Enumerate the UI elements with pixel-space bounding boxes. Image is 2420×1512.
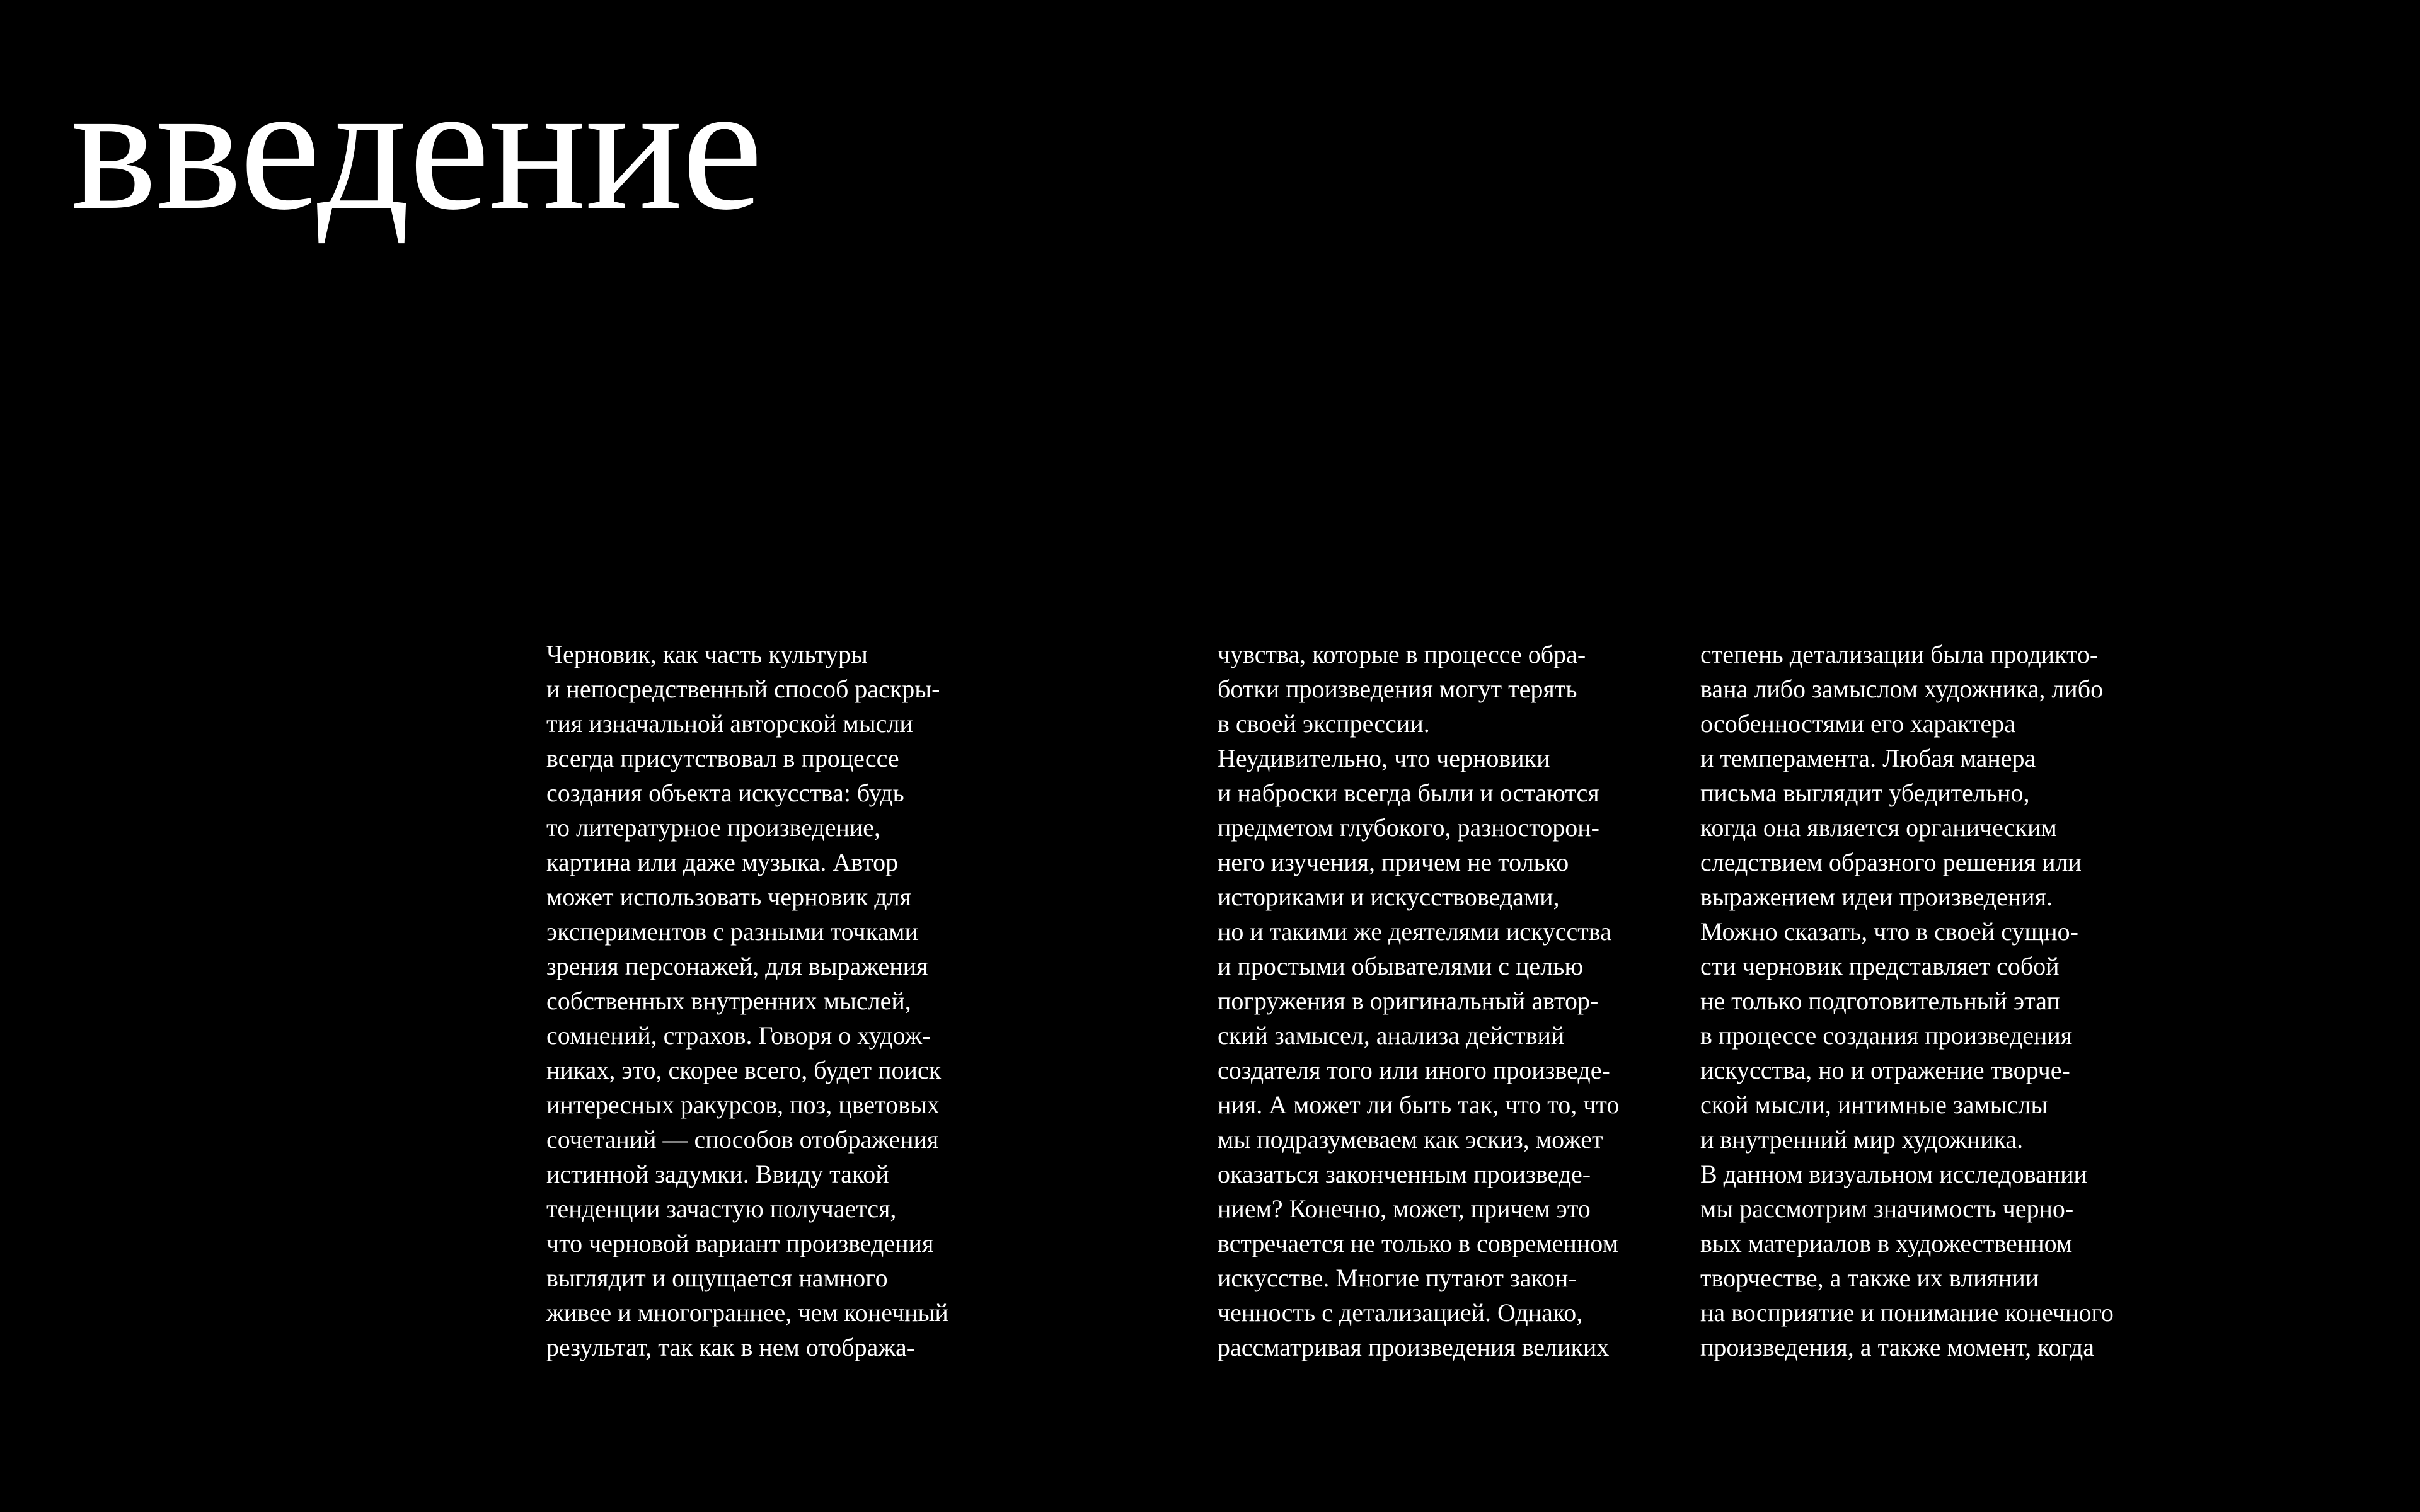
text-line: нием? Конечно, может, причем это (1218, 1194, 1591, 1223)
text-line: вана либо замыслом художника, либо (1700, 675, 2104, 703)
text-line: истинной задумки. Ввиду такой (546, 1160, 889, 1188)
text-line: письма выглядит убедительно, (1700, 779, 2030, 807)
text-line: чувства, которые в процессе обра- (1218, 640, 1586, 668)
text-line: всегда присутствовал в процессе (546, 744, 899, 772)
text-line: создателя того или иного произведе- (1218, 1056, 1610, 1084)
text-line: следствием образного решения или (1700, 848, 2082, 876)
text-line: ский замысел, анализа действий (1218, 1021, 1565, 1050)
text-line: не только подготовительный этап (1700, 987, 2060, 1015)
text-line: творчестве, а также их влиянии (1700, 1264, 2039, 1292)
text-line: и непосредственный способ раскры- (546, 675, 940, 703)
text-line: выглядит и ощущается намного (546, 1264, 888, 1292)
text-line: ченность с детализацией. Однако, (1218, 1298, 1583, 1327)
text-line: интересных ракурсов, поз, цветовых (546, 1091, 940, 1119)
text-line: мы подразумеваем как эскиз, может (1218, 1125, 1603, 1154)
text-line: историками и искусствоведами, (1218, 883, 1560, 911)
text-line: рассматривая произведения великих (1218, 1333, 1610, 1361)
text-line: собственных внутренних мыслей, (546, 987, 911, 1015)
page-title: введение (71, 45, 762, 248)
text-line: но и такими же деятелями искусства (1218, 917, 1611, 946)
text-line: то литературное произведение, (546, 813, 881, 842)
text-line: и темперамента. Любая манера (1700, 744, 2036, 772)
text-line: картина или даже музыка. Автор (546, 848, 899, 876)
text-line: создания объекта искусства: будь (546, 779, 904, 807)
text-line: сочетаний — способов отображения (546, 1125, 939, 1154)
text-line: экспериментов с разными точками (546, 917, 918, 946)
text-line: может использовать черновик для (546, 883, 911, 911)
text-line: произведения, а также момент, когда (1700, 1333, 2094, 1361)
text-line: живее и многограннее, чем конечный (546, 1298, 948, 1327)
text-line: тия изначальной авторской мысли (546, 709, 913, 738)
text-line: зрения персонажей, для выражения (546, 952, 928, 980)
text-line: ботки произведения могут терять (1218, 675, 1577, 703)
text-line: сомнений, страхов. Говоря о худож- (546, 1021, 931, 1050)
text-column-2 (1218, 637, 1619, 1365)
text-line: сти черновик представляет собой (1700, 952, 2060, 980)
text-line: мы рассмотрим значимость черно- (1700, 1194, 2074, 1223)
text-line: тенденции зачастую получается, (546, 1194, 897, 1223)
text-line: В данном визуальном исследовании (1700, 1160, 2087, 1188)
text-line: предметом глубокого, разносторон- (1218, 813, 1599, 842)
text-line: выражением идеи произведения. (1700, 883, 2053, 911)
text-line: искусстве. Многие путают закон- (1218, 1264, 1577, 1292)
text-line: результат, так как в нем отобража- (546, 1333, 916, 1361)
text-line: ния. А может ли быть так, что то, что (1218, 1091, 1620, 1119)
text-line: никах, это, скорее всего, будет поиск (546, 1056, 942, 1084)
text-line: Неудивительно, что черновики (1218, 744, 1550, 772)
text-line: вых материалов в художественном (1700, 1229, 2073, 1257)
text-line: особенностями его характера (1700, 709, 2015, 738)
text-line: степень детализации была продикто- (1700, 640, 2099, 668)
text-line: и наброски всегда были и остаются (1218, 779, 1599, 807)
text-column-1 (546, 637, 948, 1365)
text-line: и внутренний мир художника. (1700, 1125, 2024, 1154)
text-line: что черновой вариант произведения (546, 1229, 934, 1257)
text-column-3 (1700, 637, 2114, 1365)
text-line: на восприятие и понимание конечного (1700, 1298, 2114, 1327)
text-line: него изучения, причем не только (1218, 848, 1569, 876)
text-line: искусства, но и отражение творче- (1700, 1056, 2070, 1084)
text-line: встречается не только в современном (1218, 1229, 1618, 1257)
text-line: погружения в оригинальный автор- (1218, 987, 1599, 1015)
text-line: в своей экспрессии. (1218, 709, 1430, 738)
text-line: оказаться законченным произведе- (1218, 1160, 1591, 1188)
text-line: в процессе создания произведения (1700, 1021, 2073, 1050)
text-line: ской мысли, интимные замыслы (1700, 1091, 2048, 1119)
text-line: Можно сказать, что в своей сущно- (1700, 917, 2078, 946)
text-line: когда она является органическим (1700, 813, 2057, 842)
text-line: и простыми обывателями с целью (1218, 952, 1584, 980)
text-line: Черновик, как часть культуры (546, 640, 868, 668)
